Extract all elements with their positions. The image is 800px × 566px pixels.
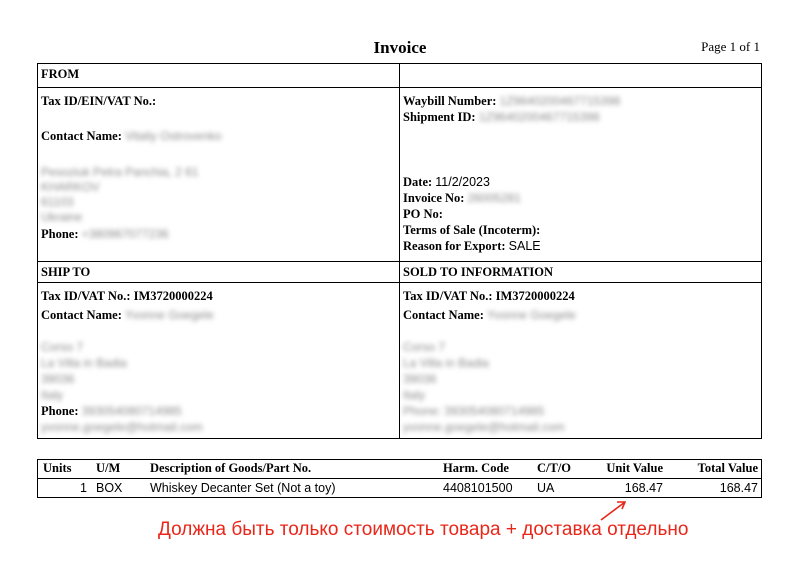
page-number: Page 1 of 1 <box>701 39 760 54</box>
goods-table-divider <box>37 478 762 479</box>
ship-to-phone-label: Phone: <box>41 404 79 418</box>
terms-label: Terms of Sale (Incoterm): <box>403 223 541 237</box>
ship-to-phone <box>41 404 182 419</box>
sold-to-phone-value: 393054080714985 <box>444 404 545 418</box>
invoice-number <box>403 191 521 206</box>
sold-to-address-line-2: La Villa in Badia <box>403 356 489 370</box>
invoice-title: Invoice <box>373 38 427 57</box>
invoice-number-value: 26005281 <box>467 191 521 205</box>
sold-to-tax: Tax ID/VAT No.: IM3720000224 <box>403 289 575 303</box>
po-label: PO No: <box>403 207 443 221</box>
ship-to-address-line-2: La Villa in Badia <box>41 356 127 370</box>
waybill-label: Waybill Number: <box>403 94 497 108</box>
ship-to-tax: Tax ID/VAT No.: IM3720000224 <box>41 289 213 303</box>
col-header-total-value: Total Value <box>697 461 758 475</box>
ship-to-contact-label: Contact Name: <box>41 308 122 322</box>
date-label: Date: <box>403 175 433 189</box>
col-header-harm-code: Harm. Code <box>443 461 509 475</box>
shipment-id-value: 1Z9640200467715398 <box>478 110 600 124</box>
row-total-value: 168.47 <box>719 481 758 495</box>
waybill <box>403 94 620 109</box>
export-reason-label: Reason for Export: <box>403 239 506 253</box>
from-address-line-4: Ukraine <box>41 210 83 224</box>
col-header-cto: C/T/O <box>537 461 572 475</box>
row-unit-value: 168.47 <box>624 481 663 495</box>
from-tax-label: Tax ID/EIN/VAT No.: <box>41 94 157 108</box>
invoice-number-label: Invoice No: <box>403 191 465 205</box>
ship-to-contact <box>41 308 214 323</box>
from-phone-label: Phone: <box>41 227 79 241</box>
row-um: BOX <box>96 481 123 495</box>
from-header-divider <box>37 87 762 88</box>
ship-to-address-line-3: 39036 <box>41 372 75 386</box>
from-contact <box>41 129 222 144</box>
ship-to-divider <box>37 261 762 262</box>
ship-to-email: yvonne.goegele@hotmail.com <box>41 420 203 434</box>
sold-to-contact <box>403 308 576 323</box>
from-label: FROM <box>41 67 80 81</box>
sold-to-phone-label: Phone: <box>403 404 442 418</box>
from-contact-label: Contact Name: <box>41 129 122 143</box>
from-contact-value: Vitaliy Ostrovenko <box>125 129 222 143</box>
from-phone-value: +380967077236 <box>81 227 169 241</box>
invoice-date <box>403 175 490 190</box>
sold-to-address-line-3: 39036 <box>403 372 437 386</box>
ship-to-address-line-1: Corso 7 <box>41 340 84 354</box>
ship-to-header-divider <box>37 282 762 283</box>
ship-to-label: SHIP TO <box>41 265 91 279</box>
sold-to-address-line-4: Italy <box>403 388 426 402</box>
row-description: Whiskey Decanter Set (Not a toy) <box>150 481 336 495</box>
ship-to-address-line-4: Italy <box>41 388 64 402</box>
col-header-unit-value: Unit Value <box>606 461 663 475</box>
column-divider <box>399 63 400 439</box>
row-cto: UA <box>537 481 555 495</box>
sold-to-address-line-1: Corso 7 <box>403 340 446 354</box>
sold-to-contact-value: Yvonne Goegele <box>487 308 576 322</box>
row-harm-code: 4408101500 <box>443 481 513 495</box>
col-header-um: U/M <box>96 461 121 475</box>
col-header-description: Description of Goods/Part No. <box>150 461 312 475</box>
row-units: 1 <box>80 481 87 495</box>
ship-to-phone-value: 393054080714985 <box>81 404 182 418</box>
sold-to-email: yvonne.goegele@hotmail.com <box>403 420 565 434</box>
sold-to-contact-label: Contact Name: <box>403 308 484 322</box>
from-phone <box>41 227 169 242</box>
export-reason-value: SALE <box>508 239 541 253</box>
date-value: 11/2/2023 <box>435 175 490 189</box>
ship-to-contact-value: Yvonne Goegele <box>125 308 214 322</box>
waybill-value: 1Z9640200467715398 <box>499 94 621 108</box>
sold-to-phone <box>403 404 544 419</box>
annotation-note: Должна быть только стоимость товара + доставка отдельно <box>158 519 689 540</box>
from-address-line-3: 61103 <box>41 195 74 209</box>
col-header-units: Units <box>43 461 72 475</box>
from-address-line-2: KHARKOV <box>41 180 100 194</box>
sold-to-label: SOLD TO INFORMATION <box>403 265 554 279</box>
shipment-id <box>403 110 600 125</box>
shipment-id-label: Shipment ID: <box>403 110 476 124</box>
export-reason <box>403 239 541 254</box>
from-address-line-1: Pesoziuk Petra Panchia, 2 61 <box>41 165 199 179</box>
